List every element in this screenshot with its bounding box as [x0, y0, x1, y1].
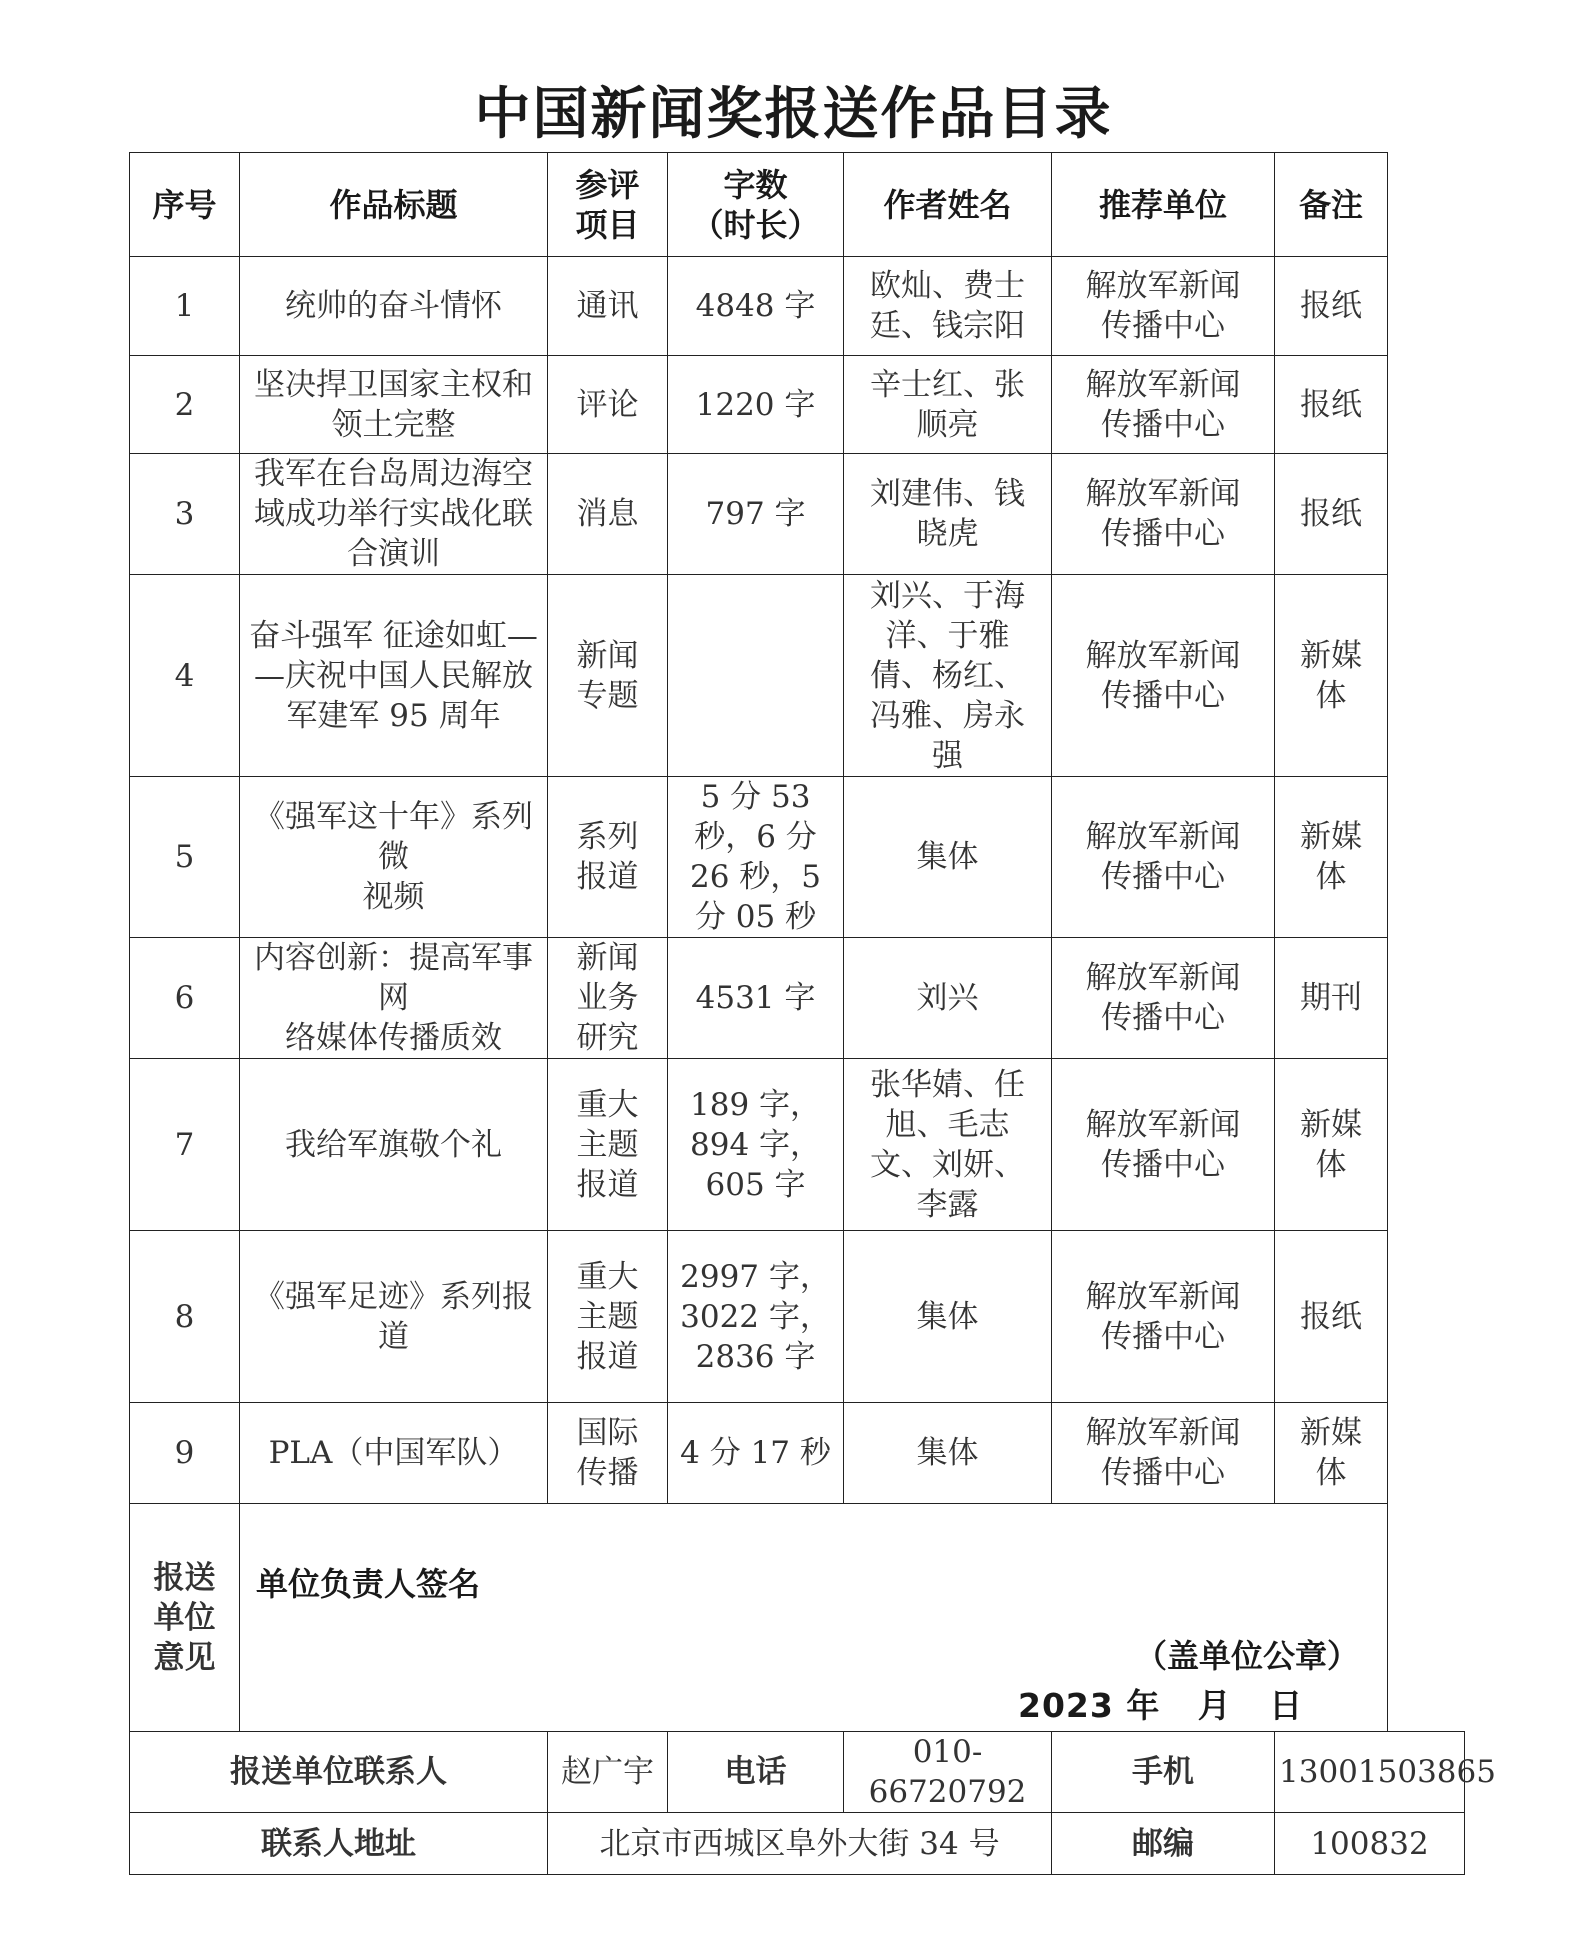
cell-title: 坚决捍卫国家主权和 领土完整	[240, 356, 548, 454]
phone-label: 电话	[668, 1732, 844, 1813]
opinion-label: 报送 单位 意见	[130, 1504, 240, 1732]
signature-label: 单位负责人签名	[256, 1565, 481, 1603]
phone-value: 010-66720792	[844, 1732, 1052, 1813]
table-row	[130, 1231, 1465, 1403]
cell-seq: 9	[130, 1403, 240, 1504]
contact-name: 赵广宇	[548, 1732, 668, 1813]
cell-remark: 报纸	[1275, 257, 1388, 356]
table-row	[130, 575, 1465, 777]
page-title: 中国新闻奖报送作品目录	[474, 82, 1113, 147]
cell-category: 新闻 专题	[548, 575, 668, 777]
cell-category: 消息	[548, 454, 668, 575]
cell-title: 统帅的奋斗情怀	[240, 257, 548, 356]
cell-category: 通讯	[548, 257, 668, 356]
cell-category: 重大 主题 报道	[548, 1059, 668, 1231]
cell-title: 我军在台岛周边海空 域成功举行实战化联 合演训	[240, 454, 548, 575]
cell-seq: 7	[130, 1059, 240, 1231]
cell-length: 5 分 53 秒，6 分 26 秒，5 分 05 秒	[668, 777, 844, 938]
cell-seq: 2	[130, 356, 240, 454]
cell-unit: 解放军新闻 传播中心	[1052, 575, 1275, 777]
cell-remark: 期刊	[1275, 938, 1388, 1059]
header-category: 参评 项目	[548, 153, 668, 257]
cell-author: 集体	[844, 1231, 1052, 1403]
cell-unit: 解放军新闻 传播中心	[1052, 938, 1275, 1059]
header-title: 作品标题	[240, 153, 548, 257]
cell-category: 重大 主题 报道	[548, 1231, 668, 1403]
table-row	[130, 356, 1465, 454]
postcode-label: 邮编	[1052, 1813, 1275, 1875]
cell-remark: 报纸	[1275, 454, 1388, 575]
cell-category: 系列 报道	[548, 777, 668, 938]
cell-author: 辛士红、张 顺亮	[844, 356, 1052, 454]
cell-author: 张华婧、任 旭、毛志 文、刘妍、 李露	[844, 1059, 1052, 1231]
header-unit: 推荐单位	[1052, 153, 1275, 257]
cell-author: 刘兴	[844, 938, 1052, 1059]
cell-length: 1220 字	[668, 356, 844, 454]
cell-remark: 报纸	[1275, 356, 1388, 454]
cell-length: 2997 字， 3022 字， 2836 字	[668, 1231, 844, 1403]
cell-unit: 解放军新闻 传播中心	[1052, 257, 1275, 356]
mobile-label: 手机	[1052, 1732, 1275, 1813]
cell-length: 4848 字	[668, 257, 844, 356]
cell-length: 189 字， 894 字， 605 字	[668, 1059, 844, 1231]
cell-unit: 解放军新闻 传播中心	[1052, 356, 1275, 454]
cell-unit: 解放军新闻 传播中心	[1052, 1231, 1275, 1403]
table-row	[130, 938, 1465, 1059]
header-seq: 序号	[130, 153, 240, 257]
cell-length: 4 分 17 秒	[668, 1403, 844, 1504]
cell-author: 刘建伟、钱 晓虎	[844, 454, 1052, 575]
cell-remark: 新媒 体	[1275, 1059, 1388, 1231]
cell-seq: 3	[130, 454, 240, 575]
contact-label: 报送单位联系人	[130, 1732, 548, 1813]
cell-length	[668, 575, 844, 777]
postcode-value: 100832	[1275, 1813, 1465, 1875]
header-length: 字数 （时长）	[668, 153, 844, 257]
cell-remark: 新媒 体	[1275, 777, 1388, 938]
opinion-row	[130, 1504, 1465, 1732]
cell-title: 奋斗强军 征途如虹— —庆祝中国人民解放 军建军 95 周年	[240, 575, 548, 777]
cell-seq: 4	[130, 575, 240, 777]
cell-title: 《强军这十年》系列微 视频	[240, 777, 548, 938]
cell-title: 我给军旗敬个礼	[240, 1059, 548, 1231]
table-row	[130, 1059, 1465, 1231]
cell-title: 内容创新：提高军事网 络媒体传播质效	[240, 938, 548, 1059]
cell-remark: 新媒 体	[1275, 1403, 1388, 1504]
cell-unit: 解放军新闻 传播中心	[1052, 777, 1275, 938]
table-row	[130, 1403, 1465, 1504]
cell-seq: 6	[130, 938, 240, 1059]
cell-author: 欧灿、费士 廷、钱宗阳	[844, 257, 1052, 356]
cell-seq: 1	[130, 257, 240, 356]
cell-author: 刘兴、于海 洋、于雅 倩、杨红、 冯雅、房永 强	[844, 575, 1052, 777]
cell-author: 集体	[844, 1403, 1052, 1504]
works-table	[129, 152, 1496, 1875]
address-row	[130, 1813, 1465, 1875]
table-row	[130, 454, 1465, 575]
cell-seq: 5	[130, 777, 240, 938]
address-value: 北京市西城区阜外大街 34 号	[548, 1813, 1052, 1875]
cell-category: 评论	[548, 356, 668, 454]
mobile-value: 13001503865	[1275, 1732, 1465, 1813]
date-line: 2023 年 月 日	[1018, 1686, 1304, 1725]
cell-unit: 解放军新闻 传播中心	[1052, 1403, 1275, 1504]
cell-category: 新闻 业务 研究	[548, 938, 668, 1059]
header-remark: 备注	[1275, 153, 1388, 257]
cell-length: 4531 字	[668, 938, 844, 1059]
cell-unit: 解放军新闻 传播中心	[1052, 1059, 1275, 1231]
cell-remark: 新媒 体	[1275, 575, 1388, 777]
address-label: 联系人地址	[130, 1813, 548, 1875]
cell-length: 797 字	[668, 454, 844, 575]
cell-author: 集体	[844, 777, 1052, 938]
table-row	[130, 777, 1465, 938]
cell-title: 《强军足迹》系列报道	[240, 1231, 548, 1403]
cell-category: 国际 传播	[548, 1403, 668, 1504]
table-header-row	[130, 153, 1465, 257]
cell-remark: 报纸	[1275, 1231, 1388, 1403]
contact-row	[130, 1732, 1465, 1813]
seal-label: （盖单位公章）	[1135, 1637, 1360, 1675]
cell-seq: 8	[130, 1231, 240, 1403]
header-author: 作者姓名	[844, 153, 1052, 257]
table-row	[130, 257, 1465, 356]
cell-title: PLA（中国军队）	[240, 1403, 548, 1504]
opinion-cell	[240, 1504, 1388, 1732]
cell-unit: 解放军新闻 传播中心	[1052, 454, 1275, 575]
